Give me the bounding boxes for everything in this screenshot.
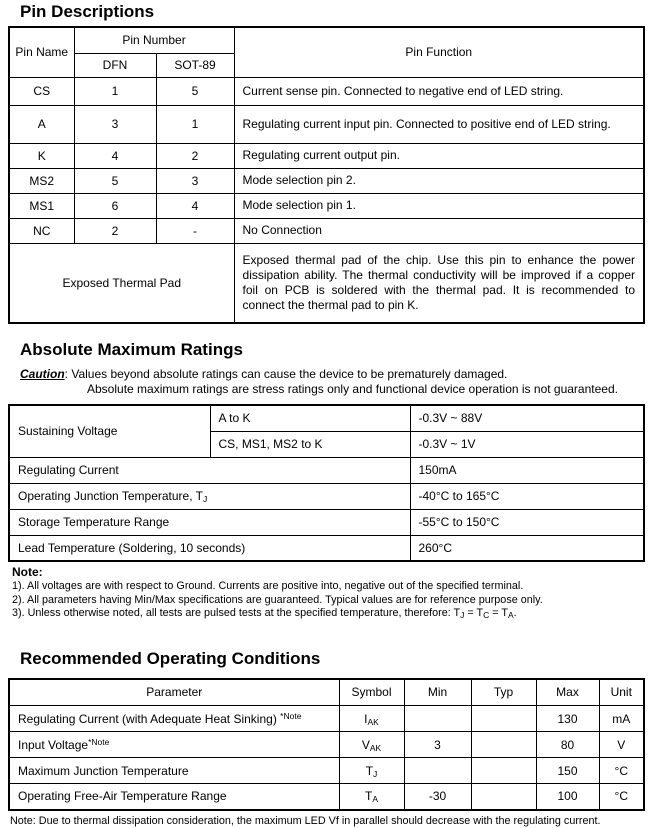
abs-row-storage-temp [9,509,644,535]
roc-footnote: Note: Due to thermal dissipation consideration, the maximum LED Vf in parallel should decrease with the regulating current. [10,814,601,827]
sot89-cell: 3 [156,168,234,193]
roc-unit-cell: °C [599,784,644,810]
roc-row-free-air-temp [9,784,644,810]
header-cell-sot89: SOT-89 [156,53,234,77]
caution-block [20,367,643,397]
abs-value-cell: -55°C to 150°C [410,509,644,535]
pin-descriptions-table [8,26,645,324]
caution-label: Caution [20,367,65,381]
roc-unit-cell: °C [599,758,644,784]
roc-typ-cell [471,758,536,784]
abs-row-lead-temp [9,535,644,561]
pin-table-header-row-1 [9,27,644,53]
abs-notes-block [12,565,643,621]
dfn-cell: 1 [74,77,156,105]
roc-symbol-cell: $V_{AK}$ [339,732,404,758]
dfn-cell: 6 [74,193,156,218]
roc-row-max-junction-temp [9,758,644,784]
pin-name-cell: K [9,143,74,168]
pin-function-cell: Regulating current output pin. [234,143,644,168]
dfn-cell: 3 [74,105,156,143]
abs-parameter-cell: Operating Junction Temperature, $T_J$ [9,483,410,509]
abs-value-cell: -40°C to 165°C [410,483,644,509]
pin-function-cell: Current sense pin. Connected to negative end of LED string. [234,77,644,105]
roc-typ-cell [471,732,536,758]
pin-function-cell: Mode selection pin 2. [234,168,644,193]
abs-row-regulating-current [9,457,644,483]
sot89-cell: 1 [156,105,234,143]
roc-max-cell: 130 [536,706,599,732]
abs-note-3: 3). Unless otherwise noted, all tests are pulsed tests at the specified temperature, therefore: $T_J = T_C = T_A$. [12,607,517,620]
abs-parameter-cell: Storage Temperature Range [9,509,410,535]
abs-condition-cell: CS, MS1, MS2 to K [210,431,410,457]
header-cell-parameter: Parameter [9,679,339,706]
pin-function-cell: No Connection [234,218,644,243]
abs-condition-cell: A to K [210,405,410,431]
abs-row-sustaining-1 [9,405,644,431]
sot89-cell: 5 [156,77,234,105]
sot89-cell: 4 [156,193,234,218]
absolute-maximum-ratings-title: Absolute Maximum Ratings [20,340,243,359]
pin-row-ms1 [9,193,644,218]
header-cell-unit: Unit [599,679,644,706]
pin-function-cell: Regulating current input pin. Connected to positive end of LED string. [234,105,644,143]
abs-value-cell: 260°C [410,535,644,561]
abs-parameter-cell: Lead Temperature (Soldering, 10 seconds) [9,535,410,561]
roc-symbol-cell: $T_J$ [339,758,404,784]
pin-name-cell: MS1 [9,193,74,218]
roc-unit-cell: V [599,732,644,758]
roc-parameter-cell: Regulating Current (with Adequate Heat Sinking) $^{*Note}$ [9,706,339,732]
roc-max-cell: 80 [536,732,599,758]
abs-note-1: 1). All voltages are with respect to Ground. Currents are positive into, negative out of the specified terminal. [12,580,524,592]
roc-typ-cell [471,784,536,810]
roc-max-cell: 150 [536,758,599,784]
abs-parameter-cell: Sustaining Voltage [9,405,210,457]
pin-function-cell: Mode selection pin 1. [234,193,644,218]
roc-unit-cell: mA [599,706,644,732]
caution-text-2: Absolute maximum ratings are stress ratings only and functional device operation is not guaranteed. [87,382,618,396]
abs-value-cell: -0.3V ~ 88V [410,405,644,431]
roc-typ-cell [471,706,536,732]
header-cell-min: Min [404,679,471,706]
roc-min-cell [404,758,471,784]
pin-name-cell: NC [9,218,74,243]
abs-parameter-cell: Regulating Current [9,457,410,483]
pin-row-k [9,143,644,168]
roc-parameter-cell: Maximum Junction Temperature [9,758,339,784]
thermal-pad-function-cell: Exposed thermal pad of the chip. Use this pin to enhance the power dissipation ability. The thermal conductivity will be improved if a copper foil on PCB is soldered with the thermal pad. It is recommended to connect the thermal pad to pin K. [234,243,644,323]
pin-descriptions-title: Pin Descriptions [20,2,155,21]
dfn-cell: 5 [74,168,156,193]
recommended-operating-conditions-table [8,678,645,811]
abs-note-2: 2). All parameters having Min/Max specifications are guaranteed. Typical values are for reference purpose only. [12,593,543,606]
sot89-cell: - [156,218,234,243]
header-cell-pin-number: Pin Number [74,27,234,53]
roc-parameter-cell: Input Voltage$^{*Note}$ [9,732,339,758]
sot89-cell: 2 [156,143,234,168]
pin-row-nc [9,218,644,243]
recommended-operating-conditions-title: Recommended Operating Conditions [20,648,321,668]
abs-value-cell: -0.3V ~ 1V [410,431,644,457]
header-cell-pin-function: Pin Function [234,27,644,77]
header-cell-pin-name: Pin Name [9,27,74,77]
caution-line-1 [20,367,643,382]
pin-row-thermal-pad [9,243,644,323]
header-cell-typ: Typ [471,679,536,706]
roc-max-cell: 100 [536,784,599,810]
thermal-pad-name-cell: Exposed Thermal Pad [9,243,234,323]
dfn-cell: 4 [74,143,156,168]
roc-min-cell: 3 [404,732,471,758]
pin-name-cell: CS [9,77,74,105]
pin-row-ms2 [9,168,644,193]
pin-row-a [9,105,644,143]
roc-symbol-cell: $I_{AK}$ [339,706,404,732]
caution-text-1: : Values beyond absolute ratings can cause the device to be prematurely damaged. [64,367,508,381]
abs-notes-title: Note: [12,565,43,579]
roc-row-regulating-current [9,706,644,732]
abs-value-cell: 150mA [410,457,644,483]
header-cell-symbol: Symbol [339,679,404,706]
roc-parameter-cell: Operating Free-Air Temperature Range [9,784,339,810]
abs-row-junction-temp [9,483,644,509]
roc-row-input-voltage [9,732,644,758]
roc-header-row [9,679,644,706]
absolute-maximum-ratings-table [8,404,645,562]
header-cell-max: Max [536,679,599,706]
roc-min-cell [404,706,471,732]
roc-min-cell: -30 [404,784,471,810]
header-cell-dfn: DFN [74,53,156,77]
roc-symbol-cell: $T_A$ [339,784,404,810]
pin-name-cell: MS2 [9,168,74,193]
pin-row-cs [9,77,644,105]
pin-name-cell: A [9,105,74,143]
dfn-cell: 2 [74,218,156,243]
